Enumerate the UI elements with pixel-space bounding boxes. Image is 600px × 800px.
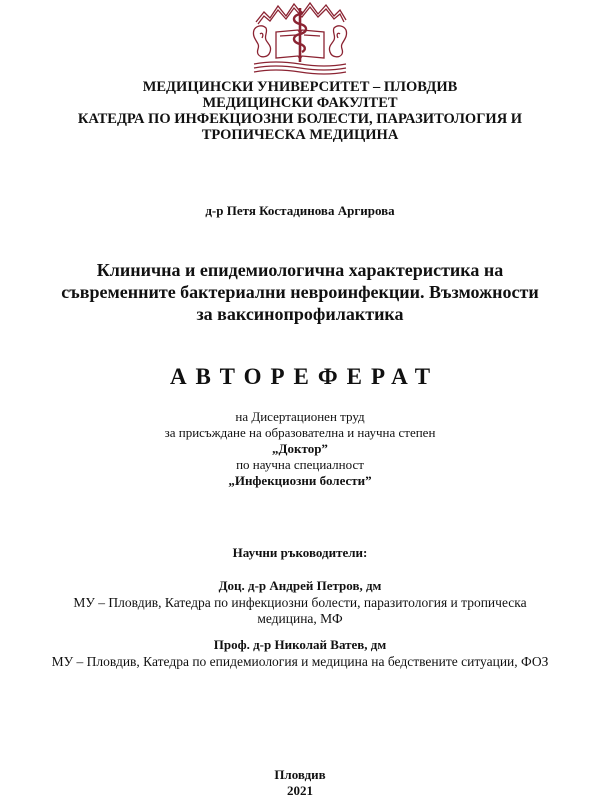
city: Пловдив [274,767,326,782]
university-name: МЕДИЦИНСКИ УНИВЕРСИТЕТ – ПЛОВДИВ [142,79,458,95]
specialty-name: „Инфекциозни болести” [228,473,372,488]
supervisors-heading: Научни ръководители: [232,545,368,560]
year: 2021 [287,783,313,798]
faculty-name: МЕДИЦИНСКИ ФАКУЛТЕТ [202,95,398,111]
supervisor-2-name: Проф. д-р Николай Ватев, дм [213,637,387,652]
thesis-title-line1: Клинична и епидемиологична характеристика на [96,260,504,280]
supervisor-1-affiliation-line1: МУ – Пловдив, Катедра по инфекциозни болести, паразитология и тропическа [73,595,527,610]
author-name: д-р Петя Костадинова Аргирова [205,203,395,218]
document-type-heading: АВТОРЕФЕРАТ [169,364,440,389]
department-name-line1: КАТЕДРА ПО ИНФЕКЦИОЗНИ БОЛЕСТИ, ПАРАЗИТОЛОГИЯ И [77,111,523,127]
description-line3: по научна специалност [236,457,364,472]
supervisor-1-name: Доц. д-р Андрей Петров, дм [218,578,382,593]
description-line2: за присъждане на образователна и научна степен [164,425,436,440]
degree-name: „Доктор” [272,441,328,456]
university-emblem-icon [250,0,350,78]
thesis-title-line2: съвременните бактериални невроинфекции. Възможности [61,282,539,302]
department-name-line2: ТРОПИЧЕСКА МЕДИЦИНА [201,127,399,143]
thesis-title-line3: за ваксинопрофилактика [196,304,404,324]
description-line1: на Дисертационен труд [235,409,365,424]
supervisor-1-affiliation-line2: медицина, МФ [257,611,343,626]
supervisor-2-affiliation-line1: МУ – Пловдив, Катедра по епидемиология и медицина на бедствените ситуации, ФОЗ [51,654,549,669]
